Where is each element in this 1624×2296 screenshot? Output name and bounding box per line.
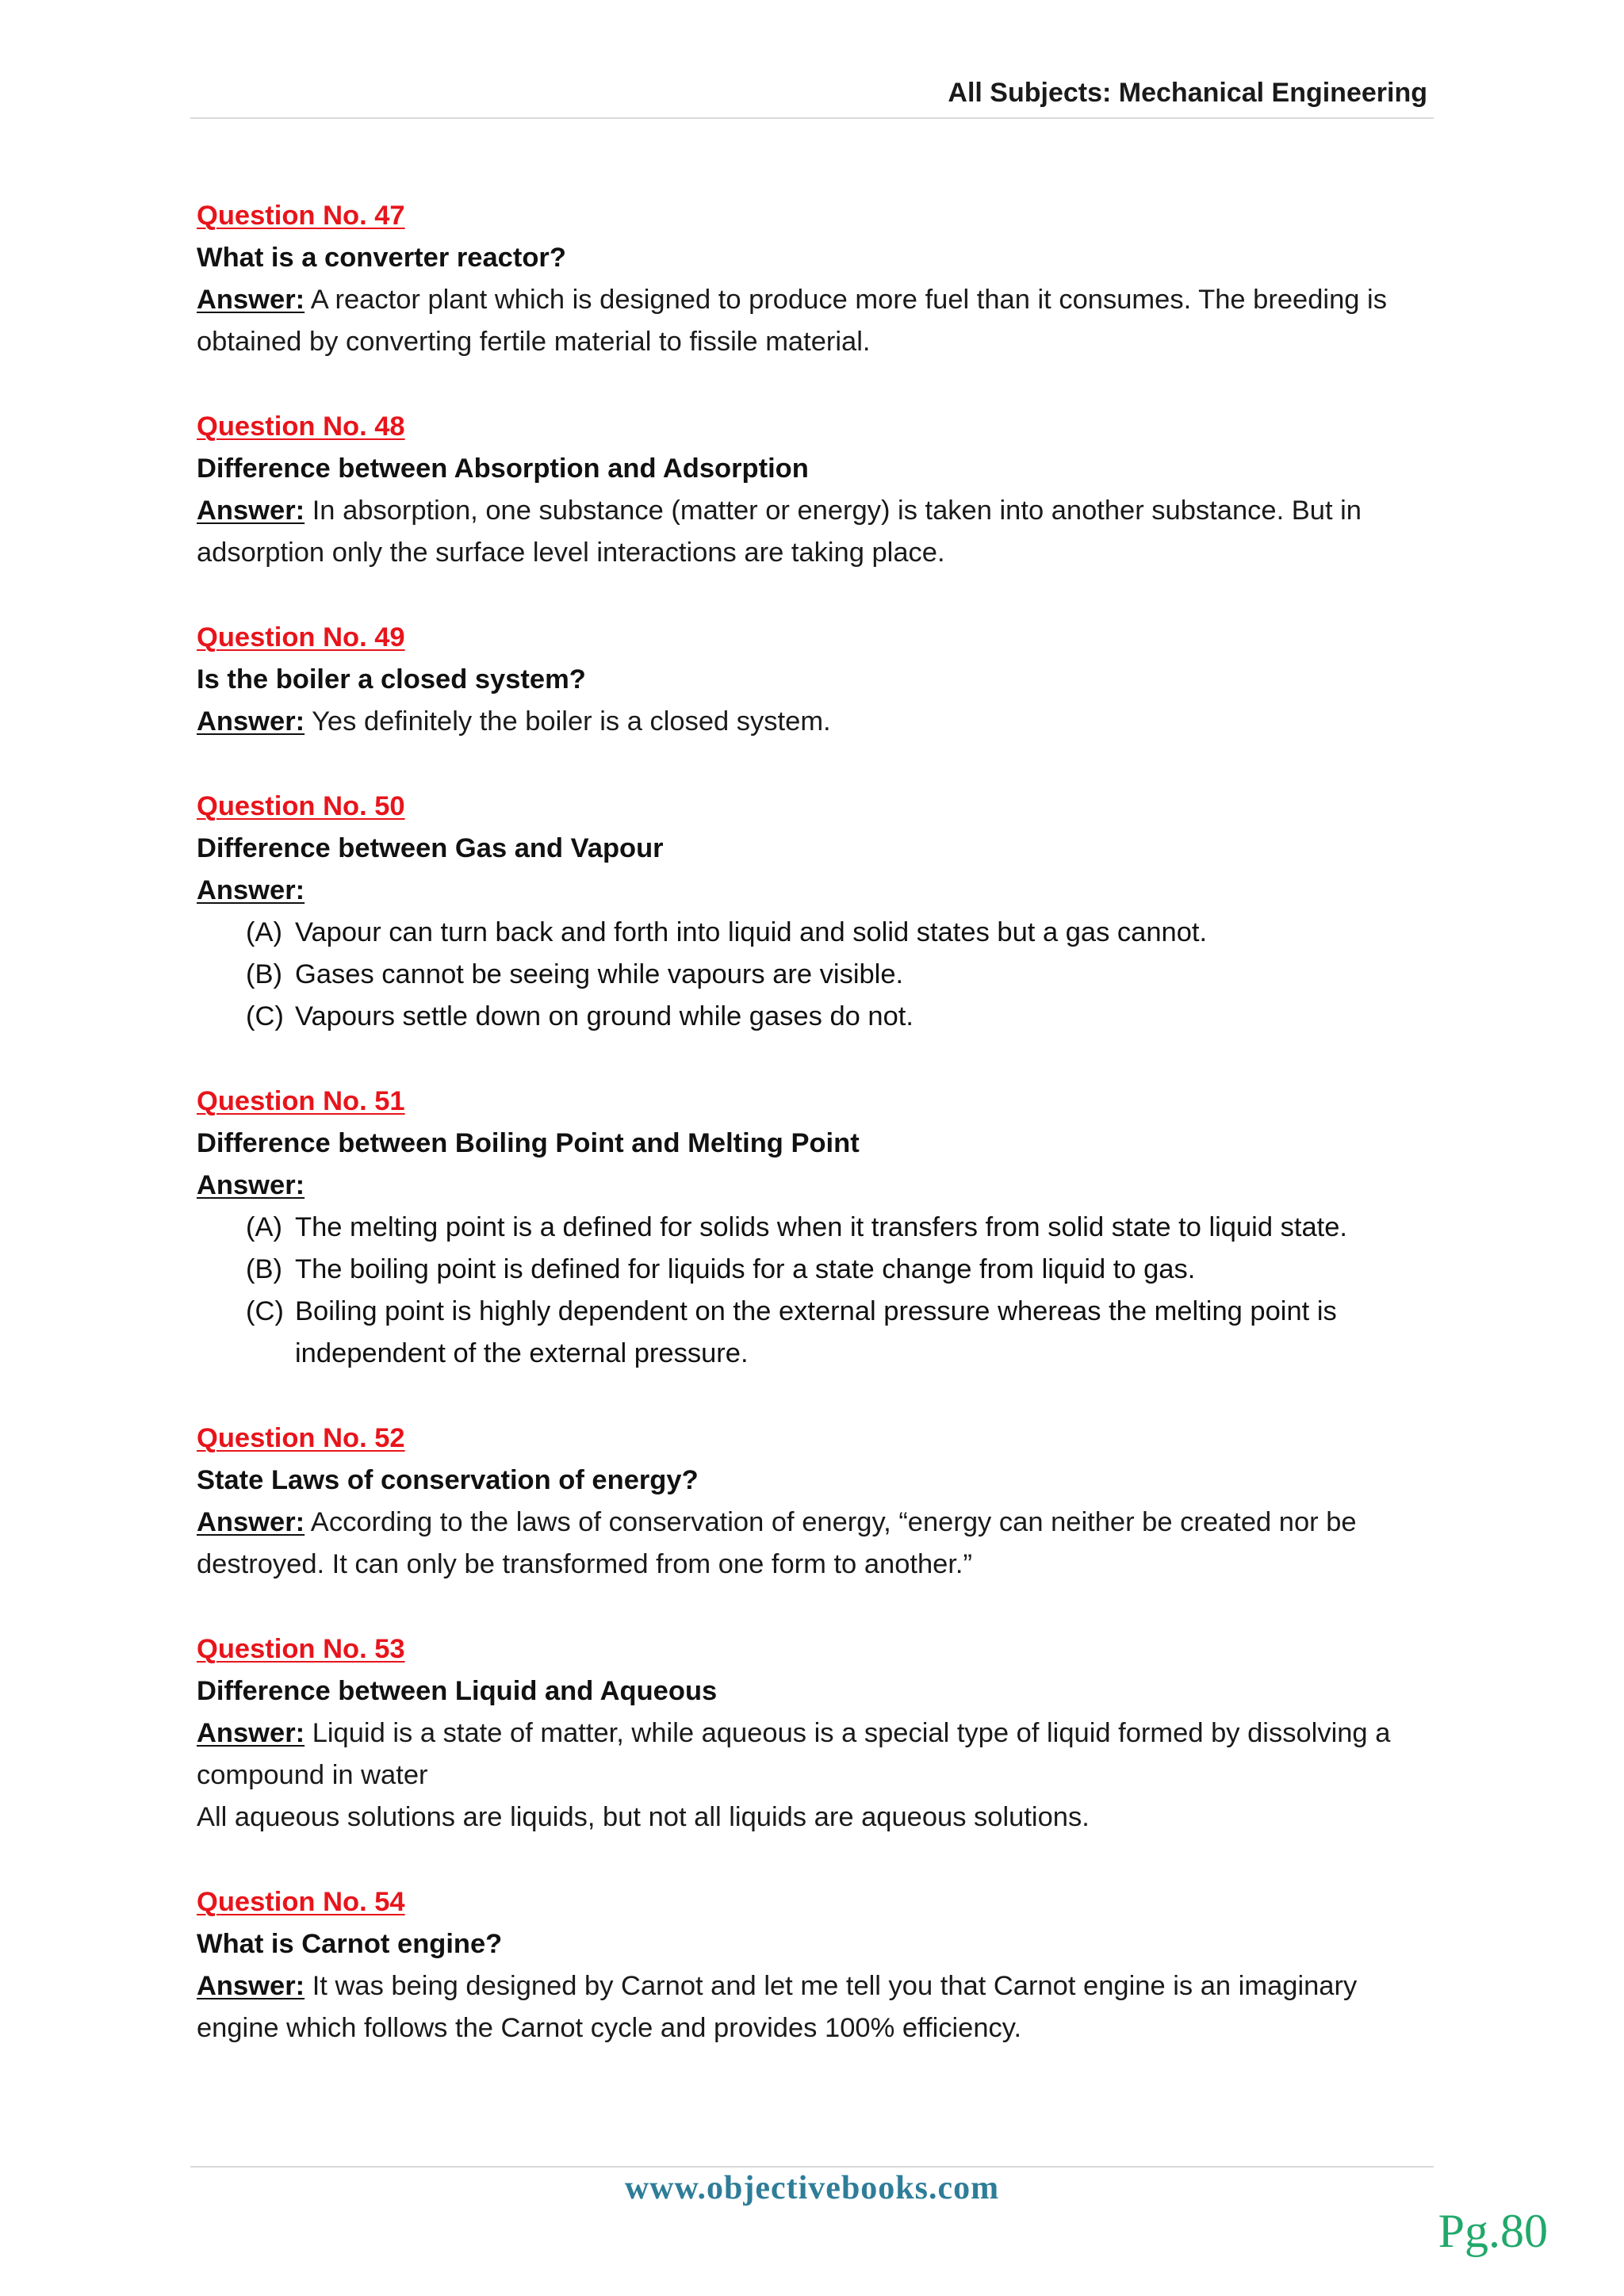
qa-block-54 xyxy=(197,1881,1410,2049)
question-number: Question No. 54 xyxy=(197,1887,405,1917)
answer-label: Answer: xyxy=(197,875,305,905)
footer-divider xyxy=(190,2166,1434,2168)
option-text: Boiling point is highly dependent on the external pressure whereas the melting point is independent of the external pressure. xyxy=(295,1296,1337,1368)
question-number: Question No. 50 xyxy=(197,791,405,821)
option-marker: (B) xyxy=(246,959,282,989)
answer-label: Answer: xyxy=(197,1170,305,1200)
qa-block-52 xyxy=(197,1418,1410,1586)
question-text: Difference between Boiling Point and Melting Point xyxy=(197,1128,860,1158)
answer-label: Answer: xyxy=(197,1718,305,1748)
answer-text: A reactor plant which is designed to produce more fuel than it consumes. The breeding is obtained by converting fertile material to fissile material. xyxy=(197,285,1387,357)
answer-text: Yes definitely the boiler is a closed system. xyxy=(304,706,831,737)
answer xyxy=(197,279,1410,363)
answer xyxy=(197,1502,1410,1586)
answer xyxy=(197,1965,1410,2049)
option-text: The melting point is a defined for solids when it transfers from solid state to liquid state. xyxy=(295,1212,1347,1242)
question-text: Difference between Gas and Vapour xyxy=(197,833,664,863)
option-text: Vapour can turn back and forth into liquid and solid states but a gas cannot. xyxy=(295,917,1208,947)
answer-option xyxy=(197,996,1410,1038)
header-title: All Subjects: Mechanical Engineering xyxy=(948,78,1427,108)
answer xyxy=(197,701,1410,743)
question-list xyxy=(197,195,1410,2092)
page-header xyxy=(190,70,1434,119)
answer xyxy=(197,490,1410,574)
option-text: The boiling point is defined for liquids for a state change from liquid to gas. xyxy=(295,1254,1196,1284)
option-marker: (C) xyxy=(246,1296,284,1326)
answer xyxy=(197,870,1410,912)
page-number: Pg.80 xyxy=(1438,2205,1548,2257)
answer-text: It was being designed by Carnot and let me tell you that Carnot engine is an imaginary engine which follows the Carnot cycle and provides 100% efficiency. xyxy=(197,1971,1358,2043)
question-number: Question No. 52 xyxy=(197,1423,405,1453)
footer-website-link[interactable]: www.objectivebooks.com xyxy=(624,2170,1000,2206)
question-number: Question No. 48 xyxy=(197,411,405,442)
option-marker: (A) xyxy=(246,1212,282,1242)
answer-option xyxy=(197,1291,1410,1375)
answer xyxy=(197,1712,1410,1797)
answer-text: In absorption, one substance (matter or energy) is taken into another substance. But in adsorption only the surface level interactions are taking place. xyxy=(197,496,1362,568)
answer-option xyxy=(197,1249,1410,1291)
question-text: Is the boiler a closed system? xyxy=(197,664,586,695)
option-marker: (C) xyxy=(246,1001,284,1031)
answer-label: Answer: xyxy=(197,496,305,526)
option-marker: (B) xyxy=(246,1254,282,1284)
answer-text: Liquid is a state of matter, while aqueous is a special type of liquid formed by dissolving a compound in water xyxy=(197,1718,1391,1790)
option-text: Gases cannot be seeing while vapours are visible. xyxy=(295,959,904,989)
qa-block-49 xyxy=(197,617,1410,743)
answer xyxy=(197,1165,1410,1207)
question-text: Difference between Absorption and Adsorption xyxy=(197,453,809,484)
answer-option xyxy=(197,912,1410,954)
question-text: What is a converter reactor? xyxy=(197,243,566,273)
answer-label: Answer: xyxy=(197,706,305,737)
option-text: Vapours settle down on ground while gases do not. xyxy=(295,1001,914,1031)
answer-option xyxy=(197,954,1410,996)
qa-block-47 xyxy=(197,195,1410,363)
qa-block-53 xyxy=(197,1628,1410,1839)
question-number: Question No. 49 xyxy=(197,622,405,652)
question-text: Difference between Liquid and Aqueous xyxy=(197,1676,718,1706)
question-text: State Laws of conservation of energy? xyxy=(197,1465,699,1495)
answer-label: Answer: xyxy=(197,1507,305,1537)
qa-block-50 xyxy=(197,786,1410,1038)
question-number: Question No. 51 xyxy=(197,1086,405,1116)
answer-text: According to the laws of conservation of energy, “energy can neither be created nor be destroyed. It can only be transformed from one form to another.” xyxy=(197,1507,1357,1579)
answer-label: Answer: xyxy=(197,285,305,315)
question-number: Question No. 53 xyxy=(197,1634,405,1664)
answer-label: Answer: xyxy=(197,1971,305,2001)
question-number: Question No. 47 xyxy=(197,201,405,231)
answer-extra-text: All aqueous solutions are liquids, but not all liquids are aqueous solutions. xyxy=(197,1802,1090,1832)
qa-block-51 xyxy=(197,1081,1410,1375)
answer-option xyxy=(197,1207,1410,1249)
qa-block-48 xyxy=(197,406,1410,574)
question-text: What is Carnot engine? xyxy=(197,1929,503,1959)
option-marker: (A) xyxy=(246,917,282,947)
